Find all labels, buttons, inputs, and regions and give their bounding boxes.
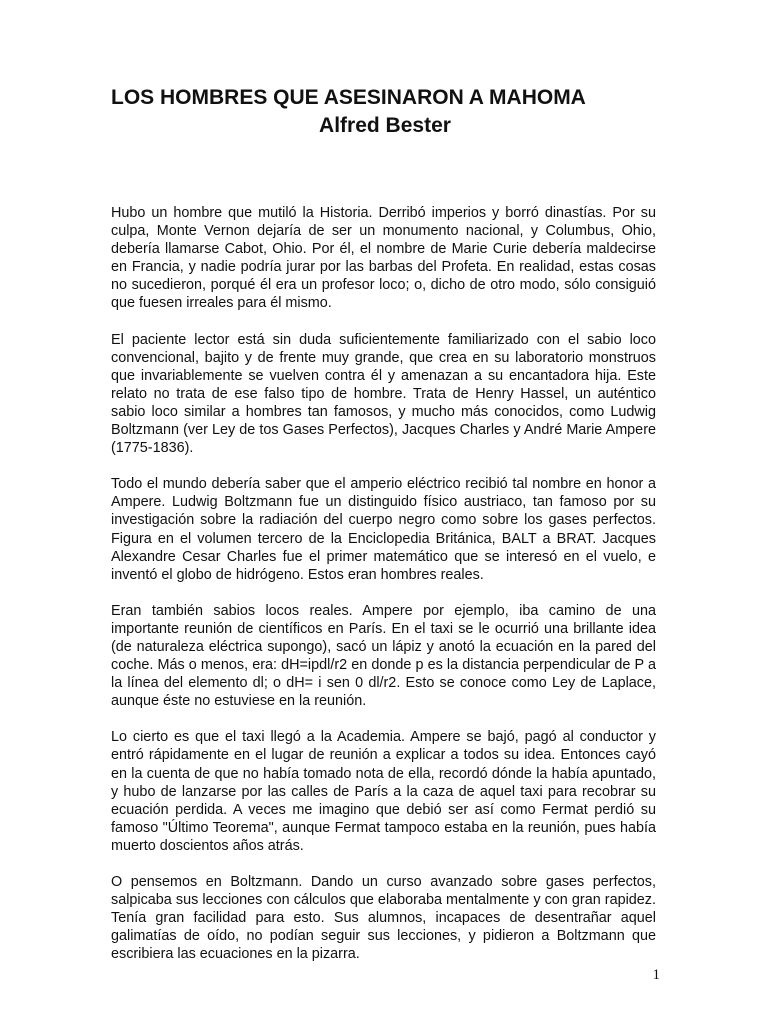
page-number: 1 bbox=[652, 967, 660, 983]
paragraph-5: Lo cierto es que el taxi llegó a la Academia. Ampere se bajó, pagó al conductor y entró rápidamente en el lugar de reunión a explicar a todos su idea. Entonces cayó en la cuenta de que no había tomado nota de ella, recordó dónde la había apuntado, y hubo de lanzarse por las calles de París a la caza de aquel taxi para recobrar su ecuación perdida. A veces me imagino que debió ser así como Fermat perdió su famoso "Último Teorema", aunque Fermat tampoco estaba en la reunión, pues había muerto doscientos años atrás. bbox=[111, 729, 656, 854]
document-title: LOS HOMBRES QUE ASESINARON A MAHOMA bbox=[111, 86, 586, 109]
paragraph-2: El paciente lector está sin duda suficientemente familiarizado con el sabio loco convencional, bajito y de frente muy grande, que crea en su laboratorio monstruos que invariablemente se vuelven contra él y amenazan a su encantadora hija. Este relato no trata de ese falso tipo de hombre. Trata de Henry Hassel, un auténtico sabio loco similar a hombres tan famosos, y mucho más conocidos, como Ludwig Boltzmann (ver Ley de tos Gases Perfectos), Jacques Charles y André Marie Ampere (1775-1836). bbox=[111, 331, 656, 457]
paragraph-6: O pensemos en Boltzmann. Dando un curso avanzado sobre gases perfectos, salpicaba sus lecciones con cálculos que elaboraba mentalmente y con gran rapidez. Tenía gran facilidad para esto. Sus alumnos, incapaces de desentrañar aquel galimatías de oído, no podían seguir sus lecciones, y pidieron a Boltzmann que escribiera las ecuaciones en la pizarra. bbox=[111, 874, 656, 963]
paragraph-4: Eran también sabios locos reales. Ampere por ejemplo, iba camino de una importante reunión de científicos en París. En el taxi se le ocurrió una brillante idea (de naturaleza eléctrica supongo), sacó un lápiz y anotó la ecuación en la pared del coche. Más o menos, era: dH=ipdl/r2 en donde p es la distancia perpendicular de P a la línea del elemento dl; o dH= i sen 0 dl/r2. Esto se conoce como Ley de Laplace, aunque éste no estuviese en la reunión. bbox=[111, 602, 656, 710]
title-block bbox=[111, 84, 659, 140]
paragraph-3: Todo el mundo debería saber que el amperio eléctrico recibió tal nombre en honor a Ampere. Ludwig Boltzmann fue un distinguido físico austriaco, tan famoso por su investigación sobre la radiación del cuerpo negro como sobre los gases perfectos. Figura en el volumen tercero de la Enciclopedia Británica, BALT a BRAT. Jacques Alexandre Cesar Charles fue el primer matemático que se interesó en el vuelo, e inventó el globo de hidrógeno. Estos eran hombres reales. bbox=[111, 476, 656, 583]
document-author: Alfred Bester bbox=[319, 114, 451, 137]
body-text bbox=[111, 204, 656, 981]
paragraph-1: Hubo un hombre que mutiló la Historia. Derribó imperios y borró dinastías. Por su culpa, Monte Vernon dejaría de ser un monumento nacional, y Columbus, Ohio, debería llamarse Cabot, Ohio. Por él, el nombre de Marie Curie debería maldecirse en Francia, y nadie podría jurar por las barbas del Profeta. En realidad, estas cosas no sucedieron, porqué él era un profesor loco; o, dicho de otro modo, sólo consiguió que fuesen irreales para él mismo. bbox=[111, 205, 656, 312]
